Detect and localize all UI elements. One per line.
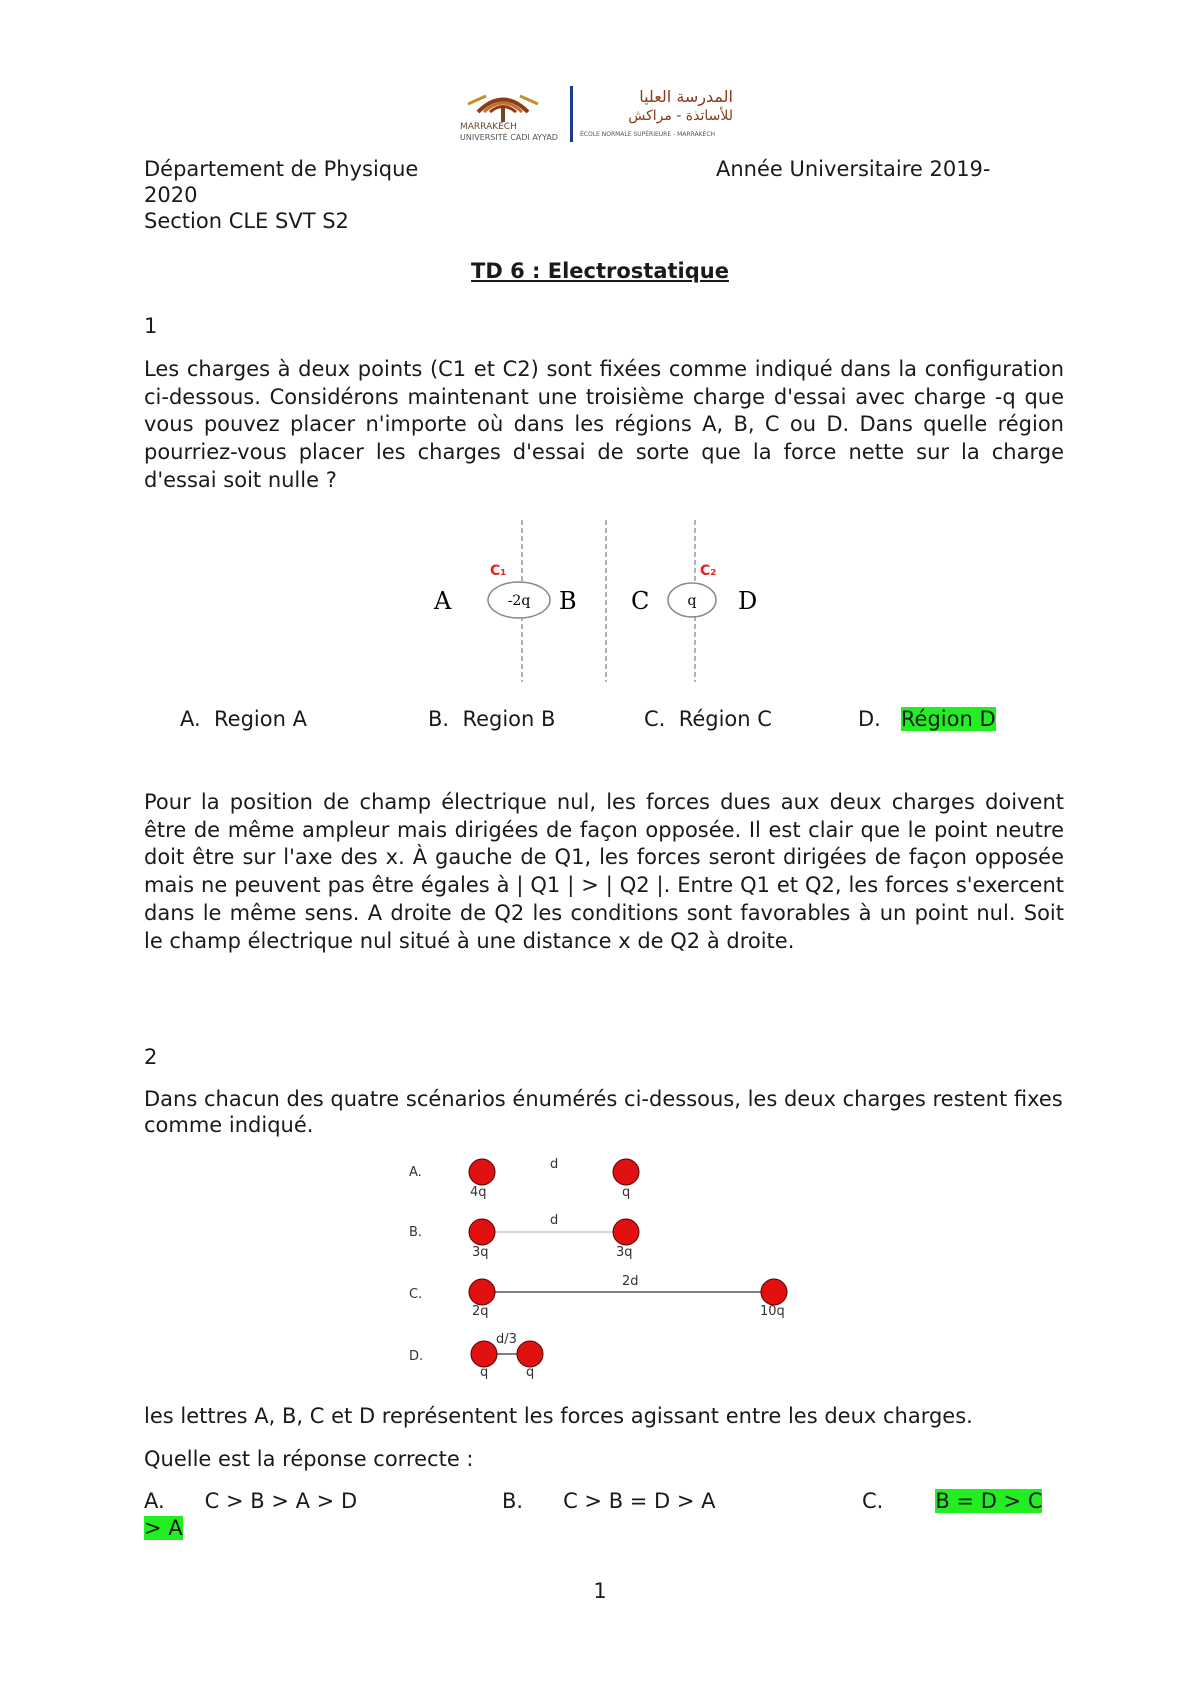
- department-label: Département de Physique: [144, 157, 419, 181]
- charge-diagram-1: [420, 518, 780, 684]
- question-1-number: 1: [144, 314, 158, 338]
- year-continued: 2020: [144, 183, 198, 207]
- question-2-prompt: Quelle est la réponse correcte :: [144, 1447, 474, 1471]
- logo-left-bottom: UNIVERSITÉ CADI AYYAD: [460, 133, 558, 142]
- q1-option-d-text-highlighted: Région D: [900, 707, 996, 731]
- logo-french: ÉCOLE NORMALE SUPÉRIEURE - MARRAKECH: [580, 131, 716, 138]
- c1-label: C₁: [490, 563, 507, 579]
- scenario-a-left-label: 4q: [470, 1185, 487, 1200]
- q1-option-c-text: Région C: [678, 707, 772, 731]
- scenario-d-letter: D.: [409, 1349, 424, 1364]
- q1-option-b-text: Region B: [462, 707, 556, 731]
- logo-divider: [570, 86, 573, 142]
- q1-option-b-letter: B.: [428, 707, 450, 731]
- q1-option-c-letter: C.: [644, 707, 666, 731]
- logo-arabic-2: للأساتذة - مراكش: [628, 108, 733, 124]
- logo-arabic-1: المدرسة العليا: [639, 87, 733, 106]
- scenario-d-right-label: q: [526, 1365, 535, 1380]
- scenario-c-left-label: 2q: [472, 1304, 489, 1319]
- logo-graphic: [458, 82, 740, 144]
- q1-option-d[interactable]: [858, 706, 996, 732]
- scenario-b-right-charge: [613, 1219, 639, 1245]
- c2-label: C₂: [700, 563, 717, 579]
- scenario-d-left-label: q: [480, 1365, 489, 1380]
- q2-option-c-text-highlighted: B = D > C: [935, 1489, 1043, 1513]
- scenario-c-right-charge: [761, 1279, 787, 1305]
- q1-option-b[interactable]: [428, 706, 555, 732]
- q1-option-a[interactable]: [180, 706, 307, 732]
- scenario-c-right-label: 10q: [760, 1304, 785, 1319]
- question-1-text: Les charges à deux points (C1 et C2) sont fixées comme indiqué dans la configuration ci-dessous. Considérons maintenant une troisième charge d'essai avec charge -q que vous pouvez placer n'importe où dans les régions A, B, C ou D. Dans quelle région pourriez-vous placer les charges d'essai de sorte que la force nette sur la charge d'essai soit nulle ?: [144, 357, 1064, 492]
- q1-option-c[interactable]: [644, 706, 772, 732]
- scenario-d-left-charge: [471, 1341, 497, 1367]
- tree-emblem-icon: [468, 96, 538, 122]
- university-logo: [458, 82, 740, 144]
- scenario-b-distance: d: [550, 1213, 559, 1228]
- scenario-a-right-charge: [613, 1159, 639, 1185]
- q2-option-b-text: C > B = D > A: [563, 1489, 716, 1513]
- region-d-label: D: [738, 587, 758, 615]
- scenario-b-letter: B.: [409, 1225, 423, 1240]
- question-1-explanation: Pour la position de champ électrique nul, les forces dues aux deux charges doivent être de même ampleur mais dirigées de façon opposée. Il est clair que le point neutre doit être sur l'axe des x. À gauche de Q1, les forces seront dirigées de façon opposée mais ne peuvent pas être égales à | Q1 | > | Q2 |. Entre Q1 et Q2, les forces s'exercent dans le même sens. A droite de Q2 les conditions sont favorables à un point nul. Soit le champ électrique nul situé à une distance x de Q2 à droite.: [144, 790, 1064, 953]
- q2-option-c-letter: C.: [862, 1489, 884, 1513]
- scenario-d-distance: d/3: [496, 1332, 517, 1347]
- region-c-label: C: [631, 587, 650, 615]
- scenario-c-distance: 2d: [622, 1274, 639, 1289]
- q2-option-b-letter: B.: [502, 1489, 524, 1513]
- question-2-text: Dans chacun des quatre scénarios énumérés ci-dessous, les deux charges restent fixes comme indiqué.: [144, 1087, 1063, 1137]
- year-label: Année Universitaire 2019-: [716, 157, 991, 181]
- q2-option-a-letter: A.: [144, 1489, 165, 1513]
- q1-option-d-letter: D.: [858, 707, 881, 731]
- scenario-b-left-charge: [469, 1219, 495, 1245]
- section-label: Section CLE SVT S2: [144, 209, 349, 233]
- charge-c2-value: q: [687, 593, 697, 609]
- q2-option-a[interactable]: [144, 1488, 357, 1514]
- scenario-d-right-charge: [517, 1341, 543, 1367]
- scenario-a-right-label: q: [622, 1185, 631, 1200]
- scenario-a-letter: A.: [409, 1165, 422, 1180]
- scenario-b-left-label: 3q: [472, 1245, 489, 1260]
- scenario-c-left-charge: [469, 1279, 495, 1305]
- page-title: TD 6 : Electrostatique: [471, 259, 729, 283]
- charge-diagram-2: [400, 1152, 800, 1384]
- region-a-label: A: [434, 587, 452, 615]
- q1-option-a-letter: A.: [180, 707, 201, 731]
- scenario-b-right-label: 3q: [616, 1245, 633, 1260]
- question-2-after-figure: les lettres A, B, C et D représentent les forces agissant entre les deux charges.: [144, 1404, 973, 1428]
- scenario-c-letter: C.: [409, 1287, 423, 1302]
- charge-c1-value: -2q: [507, 593, 531, 609]
- q2-option-c-text-continued: > A: [144, 1516, 183, 1540]
- logo-left-top: MARRAKECH: [460, 122, 517, 132]
- q2-option-b[interactable]: [502, 1488, 716, 1514]
- q2-option-a-text: C > B > A > D: [204, 1489, 358, 1513]
- q2-option-c[interactable]: [862, 1488, 1042, 1514]
- scenario-a-left-charge: [469, 1159, 495, 1185]
- q2-option-c-continued: [144, 1515, 183, 1541]
- question-2-number: 2: [144, 1045, 158, 1069]
- region-b-label: B: [559, 587, 577, 615]
- q1-option-a-text: Region A: [214, 707, 307, 731]
- scenario-a-distance: d: [550, 1157, 559, 1172]
- page-number: 1: [593, 1579, 607, 1603]
